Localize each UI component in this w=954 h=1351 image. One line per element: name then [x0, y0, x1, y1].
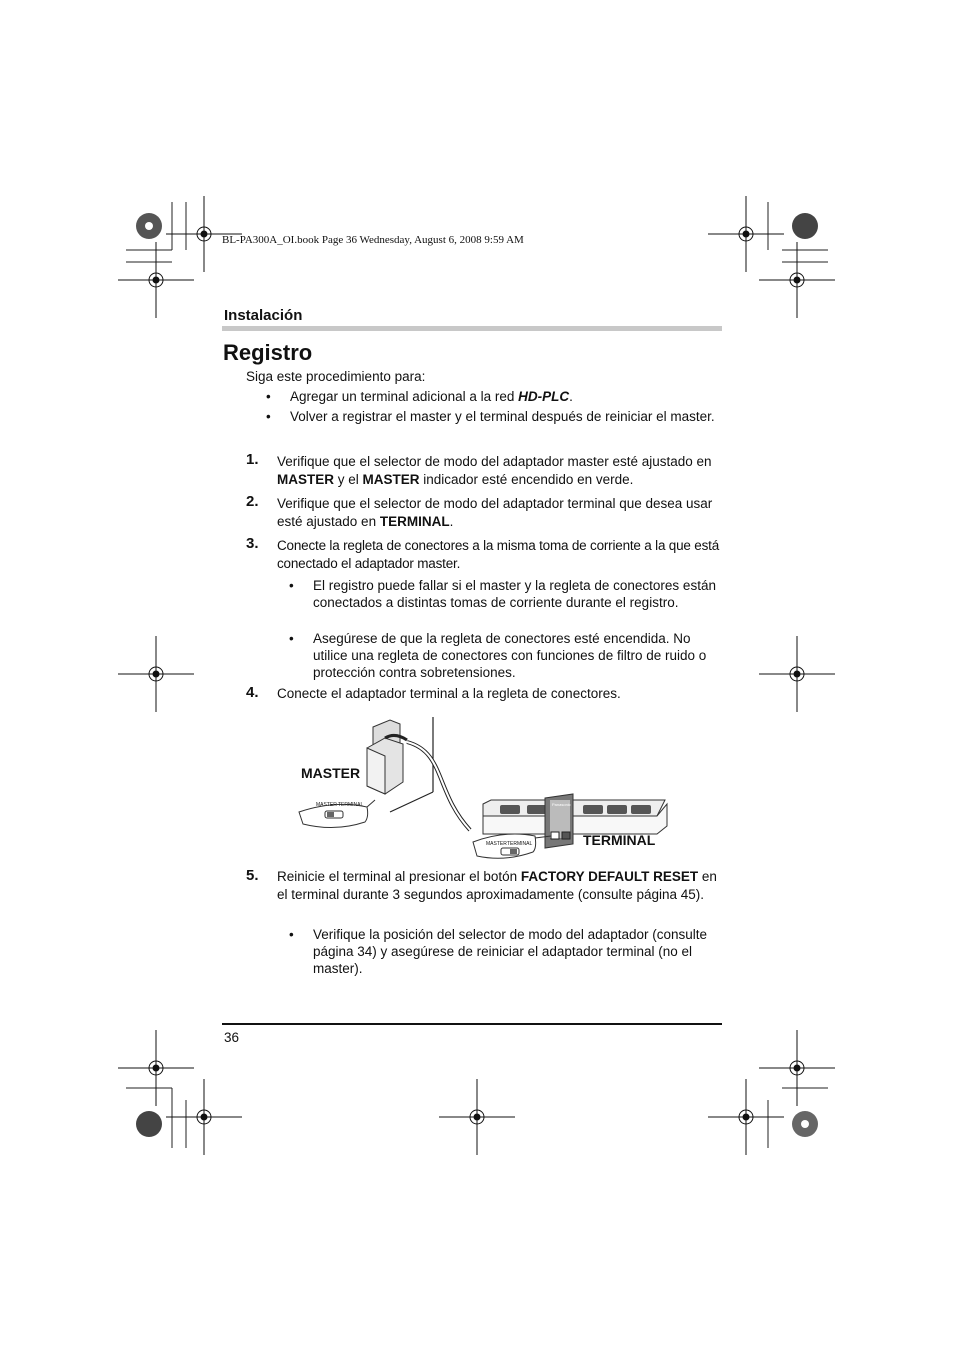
- step-2-text: Verifique que el selector de modo del adaptador terminal que desea usar esté ajustado en TERMINAL.: [277, 496, 713, 529]
- master-adapter: [367, 735, 407, 794]
- adapter-brand: Panasonic: [552, 802, 571, 807]
- step-3-bullet-2: • Asegúrese de que la regleta de conectores esté encendida. No utilice una regleta de conectores con funciones de filtro de ruido o protección contra sobretensiones.: [289, 631, 707, 680]
- intro-bullet-2: • Volver a registrar el master y el terminal después de reiniciar el master.: [266, 409, 715, 424]
- terminal-label: TERMINAL: [583, 832, 656, 848]
- step-4-text: Conecte el adaptador terminal a la regleta de conectores.: [277, 686, 621, 701]
- step-5-bullet-1: • Verifique la posición del selector de modo del adaptador (consulte página 34) y asegúrese de reiniciar el adaptador terminal (no el master).: [289, 927, 707, 976]
- master-switch-label-terminal: TERMINAL: [338, 802, 364, 808]
- footer-rule: [222, 1023, 722, 1025]
- step-5-number: 5.: [246, 867, 259, 884]
- step-3-text: Conecte la regleta de conectores a la misma toma de corriente a la que está conectado el adaptador master.: [277, 538, 720, 571]
- page-title: Registro: [223, 340, 313, 365]
- step-1-number: 1.: [246, 451, 259, 468]
- master-label: MASTER: [301, 765, 361, 781]
- intro-text: Siga este procedimiento para:: [246, 369, 426, 384]
- page-number: 36: [224, 1030, 240, 1045]
- step-2-number: 2.: [246, 493, 259, 510]
- power-strip: [483, 800, 667, 834]
- step-4-number: 4.: [246, 684, 259, 701]
- section-rule: [222, 326, 722, 331]
- master-switch-label-master: MASTER: [316, 802, 337, 808]
- step-3-bullet-1: • El registro puede fallar si el master y la regleta de conectores están conectados a distintas tomas de corriente durante el registro.: [289, 578, 716, 610]
- file-header: BL-PA300A_OI.book Page 36 Wednesday, August 6, 2008 9:59 AM: [222, 234, 524, 246]
- step-5-text: Reinicie el terminal al presionar el botón FACTORY DEFAULT RESET en el terminal durante 3 segundos aproximadamente (consulte página 45).: [277, 869, 717, 902]
- terminal-switch-label-terminal: TERMINAL: [507, 841, 533, 847]
- section-title: Instalación: [224, 307, 303, 324]
- step-1-text: Verifique que el selector de modo del adaptador master esté ajustado en MASTER y el MASTER indicador esté encendido en verde.: [277, 454, 712, 487]
- terminal-switch-label-master: MASTER: [486, 841, 507, 847]
- intro-bullet-1: • Agregar un terminal adicional a la red HD-PLC.: [266, 389, 573, 404]
- step-3-number: 3.: [246, 535, 259, 552]
